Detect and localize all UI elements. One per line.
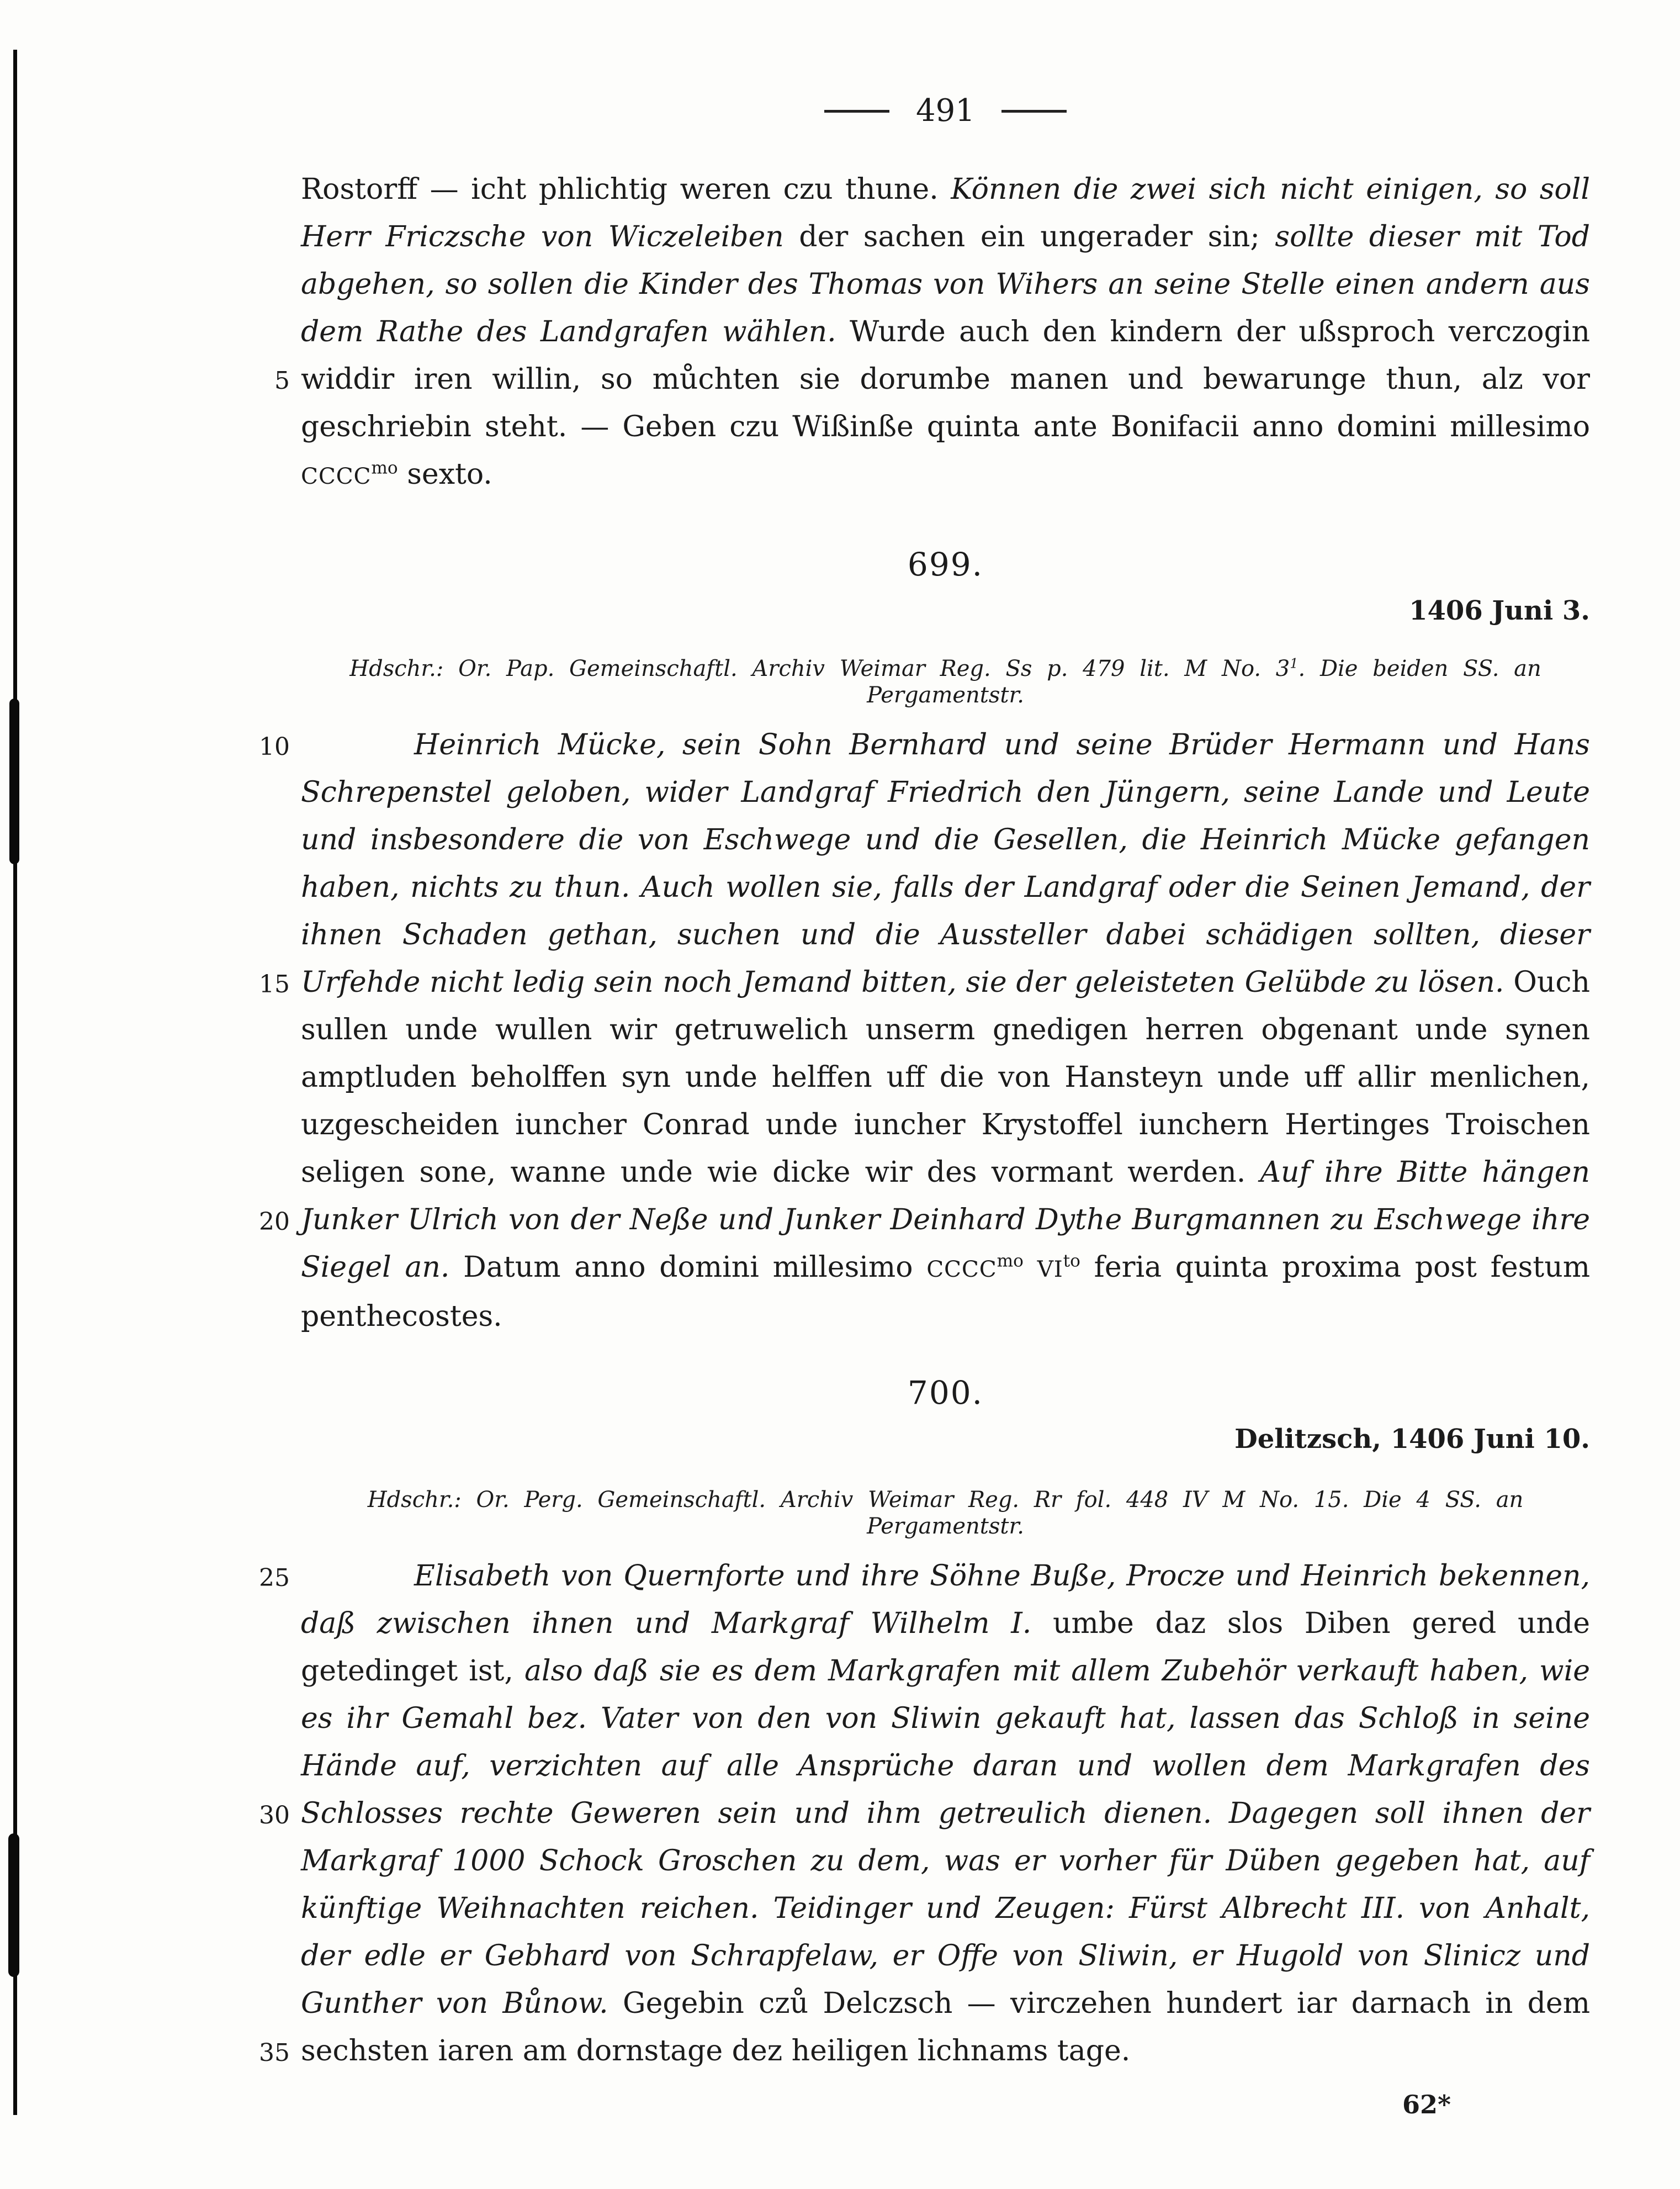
text-segment: Hdschr.: Or. Pap. Gemeinschaftl. Archiv Weimar Reg. Ss p. 479 lit. M No. 3	[349, 656, 1290, 681]
entry-700-number: 700.	[907, 1374, 984, 1411]
footnote-reference: 1	[1290, 655, 1299, 671]
margin-line-number: 15	[259, 970, 290, 998]
text-segment: Heinrich Mücke, sein Sohn Bernhard und seine Brüder Hermann und Hans Schrepenstel geloben, wider Landgraf Friedrich den Jüngern, seine Lande und Leute und insbesondere die von Eschwege und die Gesellen, die Heinrich Mücke gefangen haben, nichts zu thun. Auch wollen sie, falls der Landgraf oder die Seinen Jemand, der ihnen Schaden gethan, suchen und die Aussteller dabei schädigen sollten, dieser Urfehde nicht ledig sein noch Jemand bitten, sie der geleisteten Gelübde zu lösen.	[301, 728, 1590, 999]
text-segment: Wurde auch den kindern der ußsproch verczogin widdir iren willin, so můchten sie dorumbe manen und bewarunge thun, alz vor geschriebin steht. — Geben czu Wißinße quinta ante Bonifacii anno domini millesimo	[301, 315, 1590, 443]
text-segment: Gegebin czů Delczsch — virczehen hundert iar darnach in dem sechsten iaren am dornstage dez heiligen lichnams tage.	[301, 1987, 1590, 2068]
superscript: mo	[997, 1251, 1024, 1271]
margin-line-number: 30	[259, 1801, 290, 1830]
header-rule-left-icon	[824, 110, 889, 113]
superscript: mo	[371, 458, 398, 478]
entry-699-body	[301, 721, 1590, 1340]
text-segment	[1024, 1251, 1037, 1284]
text-segment: Ouch sullen unde wullen wir getruwelich unserm gnedigen herren obgenant unde synen amptluden beholffen syn unde helffen uff die von Hansteyn unde uff allir menlichen, uzgescheiden iuncher Conrad unde iuncher Krystoffel iunchern Hertinges Troischen seligen sone, wanne unde wie dicke wir des vormant werden.	[301, 966, 1590, 1189]
text-segment: Rostorff — icht phlichtig weren czu thune.	[301, 173, 951, 206]
text-segment: . Die beiden SS. an Pergamentstr.	[867, 656, 1541, 708]
text-segment: sollte dieser mit Tod abgehen, so sollen die Kinder des Thomas von Wihers an seine Stelle einen andern aus dem Rathe des Landgrafen wählen.	[301, 220, 1590, 348]
text-segment: CCCC	[301, 463, 372, 489]
entry-699-source-line	[301, 655, 1590, 708]
text-segment: Auf ihre Bitte hängen Junker Ulrich von der Neße und Junker Deinhard Dythe Burgmannen zu Eschwege ihre Siegel an.	[301, 1156, 1590, 1284]
entry-699-date: 1406 Juni 3.	[1409, 595, 1590, 626]
header-rule-right-icon	[1001, 110, 1067, 113]
margin-line-number: 5	[274, 367, 290, 395]
entry-700-body	[301, 1552, 1590, 2075]
entry-700-date: Delitzsch, 1406 Juni 10.	[1234, 1424, 1590, 1455]
text-segment: Elisabeth von Quernforte und ihre Söhne Buße, Procze und Heinrich bekennen, daß zwischen ihnen und Markgraf Wilhelm I.	[301, 1559, 1590, 1640]
continuation-paragraph	[301, 166, 1590, 500]
scan-edge-artifact	[9, 699, 19, 864]
page-header	[301, 93, 1590, 129]
text-segment: sexto.	[398, 458, 492, 491]
text-segment: Hdschr.: Or. Perg. Gemeinschaftl. Archiv Weimar Reg. Rr fol. 448 IV M No. 15. Die 4 SS. an Pergamentstr.	[367, 1487, 1524, 1539]
scan-edge-artifact	[8, 1833, 19, 1977]
text-segment: Können die zwei sich nicht einigen, so soll Herr Friczsche von Wiczeleiben	[301, 173, 1591, 253]
text-segment: umbe daz slos Diben gered unde getedinget ist,	[301, 1607, 1590, 1688]
margin-line-number: 10	[259, 733, 290, 761]
scan-edge-artifact	[13, 50, 17, 2115]
entry-699-number: 699.	[907, 546, 984, 583]
sheet-signature-mark: 62*	[1402, 2090, 1451, 2119]
text-segment: der sachen ein ungerader sin;	[799, 220, 1275, 253]
page-number: 491	[916, 93, 975, 129]
text-segment: Datum anno domini millesimo	[463, 1251, 927, 1284]
text-segment: CCCC	[926, 1256, 997, 1282]
margin-line-number: 35	[259, 2039, 290, 2067]
text-segment: feria quinta proxima post festum penthecostes.	[301, 1251, 1591, 1333]
text-segment: also daß sie es dem Markgrafen mit allem Zubehör verkauft haben, wie es ihr Gemahl bez. Vater von den von Sliwin gekauft hat, lassen das Schloß in seine Hände auf, verzichten auf alle Ansprüche daran und wollen dem Markgrafen des Schlosses rechte Geweren sein und ihm getreulich dienen. Dagegen soll ihnen der Markgraf 1000 Schock Groschen zu dem, was er vorher für Düben gegeben hat, auf künftige Weihnachten reichen. Teidinger und Zeugen: Fürst Albrecht III. von Anhalt, der edle er Gebhard von Schrapfelaw, er Offe von Sliwin, er Hugold von Slinicz und Gunther von Bůnow.	[301, 1654, 1590, 2020]
text-segment: VI	[1037, 1256, 1063, 1282]
margin-line-number: 20	[259, 1208, 290, 1236]
margin-line-number: 25	[259, 1564, 290, 1592]
superscript: to	[1063, 1251, 1080, 1271]
entry-700-source-line	[301, 1487, 1590, 1540]
